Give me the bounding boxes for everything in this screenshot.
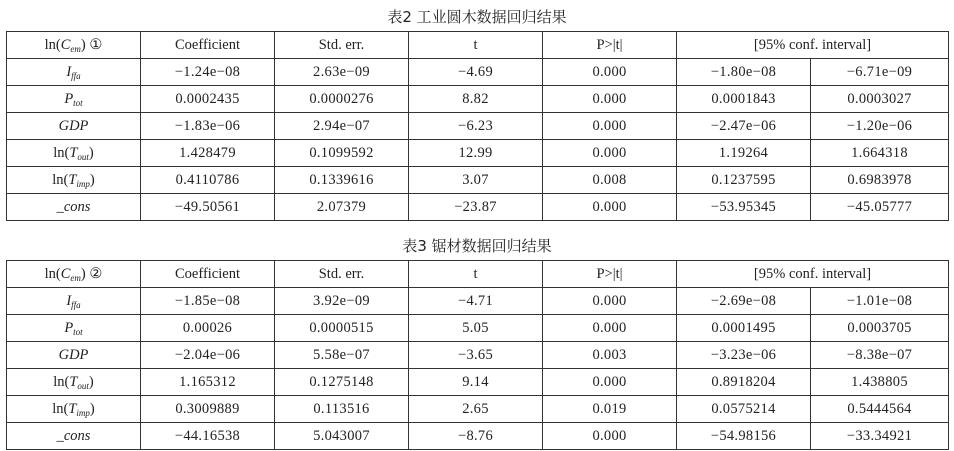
header-coefficient: Coefficient bbox=[141, 32, 275, 59]
ci-lower-cell: 0.0001495 bbox=[677, 315, 811, 342]
p-value-cell: 0.000 bbox=[543, 369, 677, 396]
variable-name-cell: GDP bbox=[7, 342, 141, 369]
coefficient-cell: −1.85e−08 bbox=[141, 288, 275, 315]
header-p-value: P>|t| bbox=[543, 32, 677, 59]
t-stat-cell: −6.23 bbox=[409, 113, 543, 140]
std-err-cell: 0.0000276 bbox=[275, 86, 409, 113]
ci-upper-cell: 0.6983978 bbox=[811, 167, 949, 194]
variable-name-cell: $P_{tot}$ bbox=[7, 86, 141, 113]
p-value-cell: 0.008 bbox=[543, 167, 677, 194]
coefficient-cell: −49.50561 bbox=[141, 194, 275, 221]
header-std-err: Std. err. bbox=[275, 32, 409, 59]
table-row bbox=[7, 288, 949, 315]
table-header-row bbox=[7, 32, 949, 59]
ci-lower-cell: 1.19264 bbox=[677, 140, 811, 167]
coefficient-cell: −44.16538 bbox=[141, 423, 275, 450]
std-err-cell: 0.1339616 bbox=[275, 167, 409, 194]
header-t: t bbox=[409, 261, 543, 288]
variable-name-cell: $P_{tot}$ bbox=[7, 315, 141, 342]
header-conf-interval: [95% conf. interval] bbox=[677, 261, 949, 288]
coefficient-cell: −1.83e−06 bbox=[141, 113, 275, 140]
variable-name-cell: $\ln(T_{out})$ bbox=[7, 369, 141, 396]
table-header-row bbox=[7, 261, 949, 288]
ci-upper-cell: 0.0003705 bbox=[811, 315, 949, 342]
t-stat-cell: 2.65 bbox=[409, 396, 543, 423]
t-stat-cell: −4.71 bbox=[409, 288, 543, 315]
t-stat-cell: −23.87 bbox=[409, 194, 543, 221]
variable-name-cell: $\ln(T_{imp})$ bbox=[7, 167, 141, 194]
coefficient-cell: 1.428479 bbox=[141, 140, 275, 167]
table-row bbox=[7, 342, 949, 369]
table-row bbox=[7, 194, 949, 221]
ci-upper-cell: 0.0003027 bbox=[811, 86, 949, 113]
ci-upper-cell: −6.71e−09 bbox=[811, 59, 949, 86]
std-err-cell: 0.1275148 bbox=[275, 369, 409, 396]
coefficient-cell: 0.0002435 bbox=[141, 86, 275, 113]
p-value-cell: 0.019 bbox=[543, 396, 677, 423]
std-err-cell: 0.0000515 bbox=[275, 315, 409, 342]
ci-lower-cell: −2.69e−08 bbox=[677, 288, 811, 315]
model-number-mark: ② bbox=[89, 265, 103, 282]
variable-name-cell: $\ln(T_{out})$ bbox=[7, 140, 141, 167]
t-stat-cell: 12.99 bbox=[409, 140, 543, 167]
t-stat-cell: −8.76 bbox=[409, 423, 543, 450]
ci-upper-cell: 0.5444564 bbox=[811, 396, 949, 423]
coefficient-cell: 0.00026 bbox=[141, 315, 275, 342]
p-value-cell: 0.000 bbox=[543, 86, 677, 113]
ci-upper-cell: 1.438805 bbox=[811, 369, 949, 396]
ci-upper-cell: −33.34921 bbox=[811, 423, 949, 450]
ci-lower-cell: −3.23e−06 bbox=[677, 342, 811, 369]
ci-lower-cell: 0.0575214 bbox=[677, 396, 811, 423]
t-stat-cell: 9.14 bbox=[409, 369, 543, 396]
p-value-cell: 0.000 bbox=[543, 113, 677, 140]
table-row bbox=[7, 59, 949, 86]
header-conf-interval: [95% conf. interval] bbox=[677, 32, 949, 59]
coefficient-cell: −1.24e−08 bbox=[141, 59, 275, 86]
t-stat-cell: −4.69 bbox=[409, 59, 543, 86]
ci-lower-cell: −1.80e−08 bbox=[677, 59, 811, 86]
model-number-mark: ① bbox=[89, 36, 103, 53]
table-row bbox=[7, 369, 949, 396]
p-value-cell: 0.000 bbox=[543, 423, 677, 450]
std-err-cell: 5.58e−07 bbox=[275, 342, 409, 369]
variable-name-cell: $I_{ffa}$ bbox=[7, 59, 141, 86]
ci-lower-cell: 0.1237595 bbox=[677, 167, 811, 194]
table-row bbox=[7, 315, 949, 342]
std-err-cell: 2.94e−07 bbox=[275, 113, 409, 140]
std-err-cell: 0.1099592 bbox=[275, 140, 409, 167]
coefficient-cell: −2.04e−06 bbox=[141, 342, 275, 369]
ci-lower-cell: 0.8918204 bbox=[677, 369, 811, 396]
table-row bbox=[7, 113, 949, 140]
table-row bbox=[7, 396, 949, 423]
std-err-cell: 0.113516 bbox=[275, 396, 409, 423]
p-value-cell: 0.000 bbox=[543, 288, 677, 315]
table3-regression-results bbox=[6, 260, 949, 450]
ci-lower-cell: −2.47e−06 bbox=[677, 113, 811, 140]
ci-upper-cell: 1.664318 bbox=[811, 140, 949, 167]
ci-lower-cell: −53.95345 bbox=[677, 194, 811, 221]
std-err-cell: 5.043007 bbox=[275, 423, 409, 450]
t-stat-cell: −3.65 bbox=[409, 342, 543, 369]
table3-caption: 表3 锯材数据回归结果 bbox=[402, 237, 552, 255]
table-row bbox=[7, 140, 949, 167]
header-p-value: P>|t| bbox=[543, 261, 677, 288]
table-row bbox=[7, 423, 949, 450]
table-row bbox=[7, 167, 949, 194]
coefficient-cell: 0.4110786 bbox=[141, 167, 275, 194]
table2-caption: 表2 工业圆木数据回归结果 bbox=[387, 8, 567, 26]
variable-name-cell: GDP bbox=[7, 113, 141, 140]
variable-name-cell: _cons bbox=[7, 423, 141, 450]
header-dependent-variable: $\ln(C_{em})$ ① bbox=[7, 32, 141, 59]
header-coefficient: Coefficient bbox=[141, 261, 275, 288]
p-value-cell: 0.000 bbox=[543, 59, 677, 86]
t-stat-cell: 8.82 bbox=[409, 86, 543, 113]
header-dependent-variable: $\ln(C_{em})$ ② bbox=[7, 261, 141, 288]
ci-upper-cell: −1.20e−06 bbox=[811, 113, 949, 140]
t-stat-cell: 3.07 bbox=[409, 167, 543, 194]
variable-name-cell: _cons bbox=[7, 194, 141, 221]
ci-lower-cell: −54.98156 bbox=[677, 423, 811, 450]
variable-name-cell: $I_{ffa}$ bbox=[7, 288, 141, 315]
header-std-err: Std. err. bbox=[275, 261, 409, 288]
table-row bbox=[7, 86, 949, 113]
table2-regression-results bbox=[6, 31, 949, 221]
p-value-cell: 0.000 bbox=[543, 140, 677, 167]
ci-upper-cell: −1.01e−08 bbox=[811, 288, 949, 315]
variable-name-cell: $\ln(T_{imp})$ bbox=[7, 396, 141, 423]
ci-lower-cell: 0.0001843 bbox=[677, 86, 811, 113]
std-err-cell: 2.63e−09 bbox=[275, 59, 409, 86]
std-err-cell: 2.07379 bbox=[275, 194, 409, 221]
coefficient-cell: 0.3009889 bbox=[141, 396, 275, 423]
p-value-cell: 0.003 bbox=[543, 342, 677, 369]
std-err-cell: 3.92e−09 bbox=[275, 288, 409, 315]
ci-upper-cell: −45.05777 bbox=[811, 194, 949, 221]
coefficient-cell: 1.165312 bbox=[141, 369, 275, 396]
ci-upper-cell: −8.38e−07 bbox=[811, 342, 949, 369]
p-value-cell: 0.000 bbox=[543, 194, 677, 221]
t-stat-cell: 5.05 bbox=[409, 315, 543, 342]
p-value-cell: 0.000 bbox=[543, 315, 677, 342]
header-t: t bbox=[409, 32, 543, 59]
